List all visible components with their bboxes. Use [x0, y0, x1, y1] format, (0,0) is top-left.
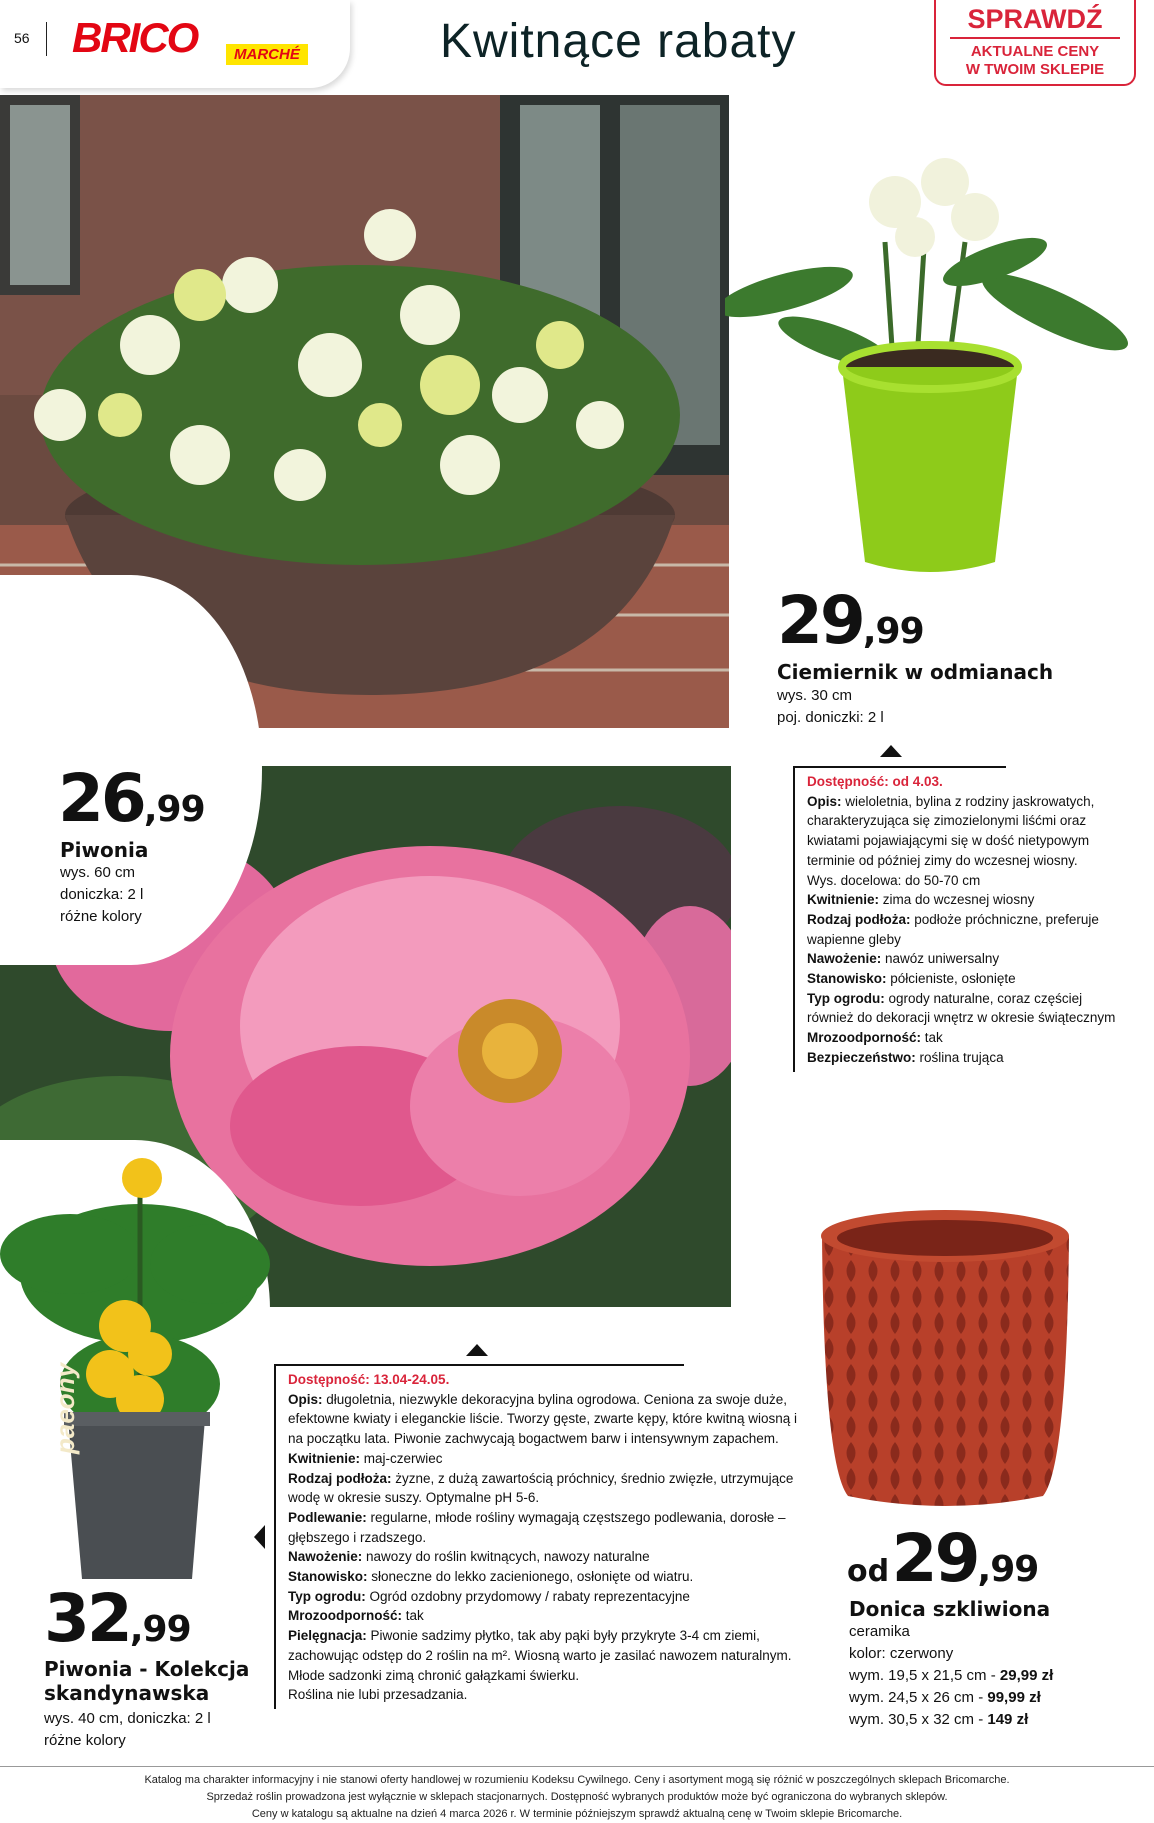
info-value: ogrody naturalne, coraz częściej również do dekoracji wnętrz w okresie świątecznym	[807, 990, 1116, 1026]
info-label: Stanowisko:	[288, 1569, 368, 1585]
info-label: Rodzaj podłoża:	[807, 911, 911, 927]
info-label: Bezpieczeństwo:	[807, 1049, 916, 1065]
info-value: nawozy do roślin kwitnących, nawozy naturalne	[362, 1549, 650, 1565]
info-row	[288, 1587, 814, 1607]
info-value: zima do wczesnej wiosny	[879, 892, 1035, 908]
price-donica: od 29,99	[847, 1520, 1039, 1597]
size-price: wym. 30,5 x 32 cm - 149 zł	[849, 1711, 1029, 1728]
info-row	[288, 1449, 814, 1469]
info-value: Piwonie sadzimy płytko, tak aby pąki były przykryte 3-4 cm ziemi, zachowując odstęp do 2 roślin na m². Wiosną warto je zasilać nawozem naturalnym. Młode sadzonki zimą chronić gałązkami świerku.	[288, 1628, 792, 1683]
info-label: Nawożenie:	[807, 951, 882, 967]
info-row	[807, 910, 1128, 949]
hellebore-pot-photo	[725, 122, 1148, 586]
info-row	[807, 890, 1128, 910]
piwonia-info	[274, 1366, 814, 1709]
footer-disclaimer	[0, 1772, 1154, 1823]
info-label: Opis:	[807, 793, 842, 809]
ciemiernik-info	[793, 768, 1128, 1072]
badge-line2: AKTUALNE CENY	[970, 43, 1100, 60]
info-row	[807, 969, 1128, 989]
product-detail: kolor: czerwony	[849, 1645, 954, 1662]
product-name: Ciemiernik w odmianach	[777, 660, 1054, 684]
product-detail: poj. doniczki: 2 l	[777, 709, 884, 726]
availability: Dostępność: 13.04-24.05.	[288, 1372, 450, 1387]
info-label: Kwitnienie:	[288, 1450, 361, 1466]
info-value: półcieniste, osłonięte	[886, 971, 1016, 987]
pot-label: paeony	[50, 1362, 80, 1454]
price-piwonia-kolekcja: 32,99	[44, 1580, 191, 1657]
brand-logo: BRICO	[72, 14, 198, 61]
info-value: Ogród ozdobny przydomowy / rabaty reprezentacyjne	[365, 1588, 690, 1604]
info-label: Nawożenie:	[288, 1549, 363, 1565]
product-name: Donica szkliwiona	[849, 1597, 1051, 1621]
info-label: Rodzaj podłoża:	[288, 1470, 392, 1486]
footer-line: Sprzedaż roślin prowadzona jest wyłącznie w sklepach stacjonarnych. Dostępność wybranych produktów może być ograniczona do wybranych sklepów.	[206, 1791, 948, 1803]
info-value: Wys. docelowa: do 50-70 cm	[807, 872, 981, 888]
info-value: Roślina nie lubi przesadzania.	[288, 1687, 468, 1703]
size-price: wym. 19,5 x 21,5 cm - 29,99 zł	[849, 1667, 1054, 1684]
pointer-left-icon	[254, 1525, 265, 1549]
info-value: roślina trująca	[915, 1049, 1004, 1065]
brand-logo-sub: MARCHÉ	[226, 44, 308, 65]
product-detail: ceramika	[849, 1623, 910, 1640]
info-row	[288, 1567, 814, 1587]
yellow-peony-pot-photo	[0, 1154, 273, 1584]
info-label: Opis:	[288, 1391, 323, 1407]
pointer-up-icon	[880, 745, 902, 757]
product-detail: wys. 60 cm	[60, 864, 136, 881]
page-title: Kwitnące rabaty	[440, 15, 797, 68]
info-label: Podlewanie:	[288, 1509, 367, 1525]
badge-line1: SPRAWDŹ	[950, 4, 1120, 39]
header-tab	[0, 0, 350, 88]
info-row	[807, 792, 1128, 871]
product-detail: wys. 40 cm, doniczka: 2 l	[44, 1710, 211, 1727]
product-detail: wys. 30 cm	[777, 687, 853, 704]
info-label: Typ ogrodu:	[288, 1588, 366, 1604]
info-label: Pielęgnacja:	[288, 1628, 367, 1644]
product-name: Piwonia - Kolekcja skandynawska	[44, 1657, 250, 1705]
product-detail: doniczka: 2 l	[60, 886, 144, 903]
red-glazed-pot-photo	[818, 1206, 1073, 1510]
info-label: Mrozoodporność:	[807, 1030, 921, 1046]
size-price: wym. 24,5 x 26 cm - 99,99 zł	[849, 1689, 1041, 1706]
pointer-up-icon	[466, 1344, 488, 1356]
footer-line: Katalog ma charakter informacyjny i nie stanowi oferty handlowej w rozumieniu Kodeksu Cywilnego. Ceny i asortyment mogą się różnić w poszczególnych sklepach Bricomarche.	[144, 1774, 1010, 1786]
footer-divider	[0, 1766, 1154, 1767]
info-row	[807, 949, 1128, 969]
page-number: 56	[14, 30, 30, 46]
price-piwonia: 26,99	[58, 760, 205, 837]
info-row	[288, 1606, 814, 1626]
info-row	[807, 1028, 1128, 1048]
info-value: tak	[921, 1030, 943, 1046]
info-value: podłoże próchniczne, preferuje wapienne gleby	[807, 911, 1099, 947]
info-value: słoneczne do lekko zacienionego, osłonięte od wiatru.	[367, 1569, 694, 1585]
product-detail: różne kolory	[44, 1732, 126, 1749]
info-value: tak	[402, 1608, 424, 1624]
info-row	[288, 1390, 814, 1449]
info-row	[807, 1048, 1128, 1068]
info-row	[807, 871, 1128, 891]
divider	[46, 22, 47, 56]
info-row	[288, 1547, 814, 1567]
info-row	[288, 1685, 814, 1705]
info-label: Typ ogrodu:	[807, 990, 885, 1006]
info-value: wieloletnia, bylina z rodziny jaskrowatych, charakteryzująca się zimozielonymi liśćmi oraz kwiatami pojawiającymi się w dość nietypowym terminie od później zimy do wczesnej wiosny.	[807, 793, 1095, 868]
info-row	[288, 1626, 814, 1685]
info-value: długoletnia, niezwykle dekoracyjna bylina ogrodowa. Ceniona za swoje duże, efektowne kwiaty i eleganckie liście. Tworzy gęste, zwarte kępy, które kwitną wiosną i na początku lata. Piwonie zachwycają bogactwem barw i intensywnym zapachem.	[288, 1391, 797, 1447]
product-name: Piwonia	[60, 838, 149, 862]
product-detail: różne kolory	[60, 908, 142, 925]
price-ciemiernik: 29,99	[777, 582, 924, 659]
info-value: żyzne, z dużą zawartością próchnicy, średnio zwięzłe, utrzymujące wodę w okresie suszy. Optymalne pH 5-6.	[288, 1470, 794, 1506]
info-label: Mrozoodporność:	[288, 1608, 402, 1624]
footer-line: Ceny w katalogu są aktualne na dzień 4 marca 2026 r. W terminie późniejszym sprawdź aktualną cenę w Twoim sklepie Bricomarche.	[251, 1808, 903, 1820]
info-value: nawóz uniwersalny	[881, 951, 1000, 967]
availability: Dostępność: od 4.03.	[807, 774, 943, 789]
info-row	[288, 1469, 814, 1508]
info-label: Stanowisko:	[807, 971, 887, 987]
info-value: regularne, młode rośliny wymagają częstszego podlewania, dorosłe – głębszego i rzadszego.	[288, 1509, 786, 1545]
info-row	[288, 1508, 814, 1547]
info-label: Kwitnienie:	[807, 892, 880, 908]
info-row	[807, 989, 1128, 1028]
badge-line3: W TWOIM SKLEPIE	[965, 61, 1105, 78]
check-prices-badge	[934, 0, 1136, 86]
info-value: maj-czerwiec	[360, 1450, 443, 1466]
